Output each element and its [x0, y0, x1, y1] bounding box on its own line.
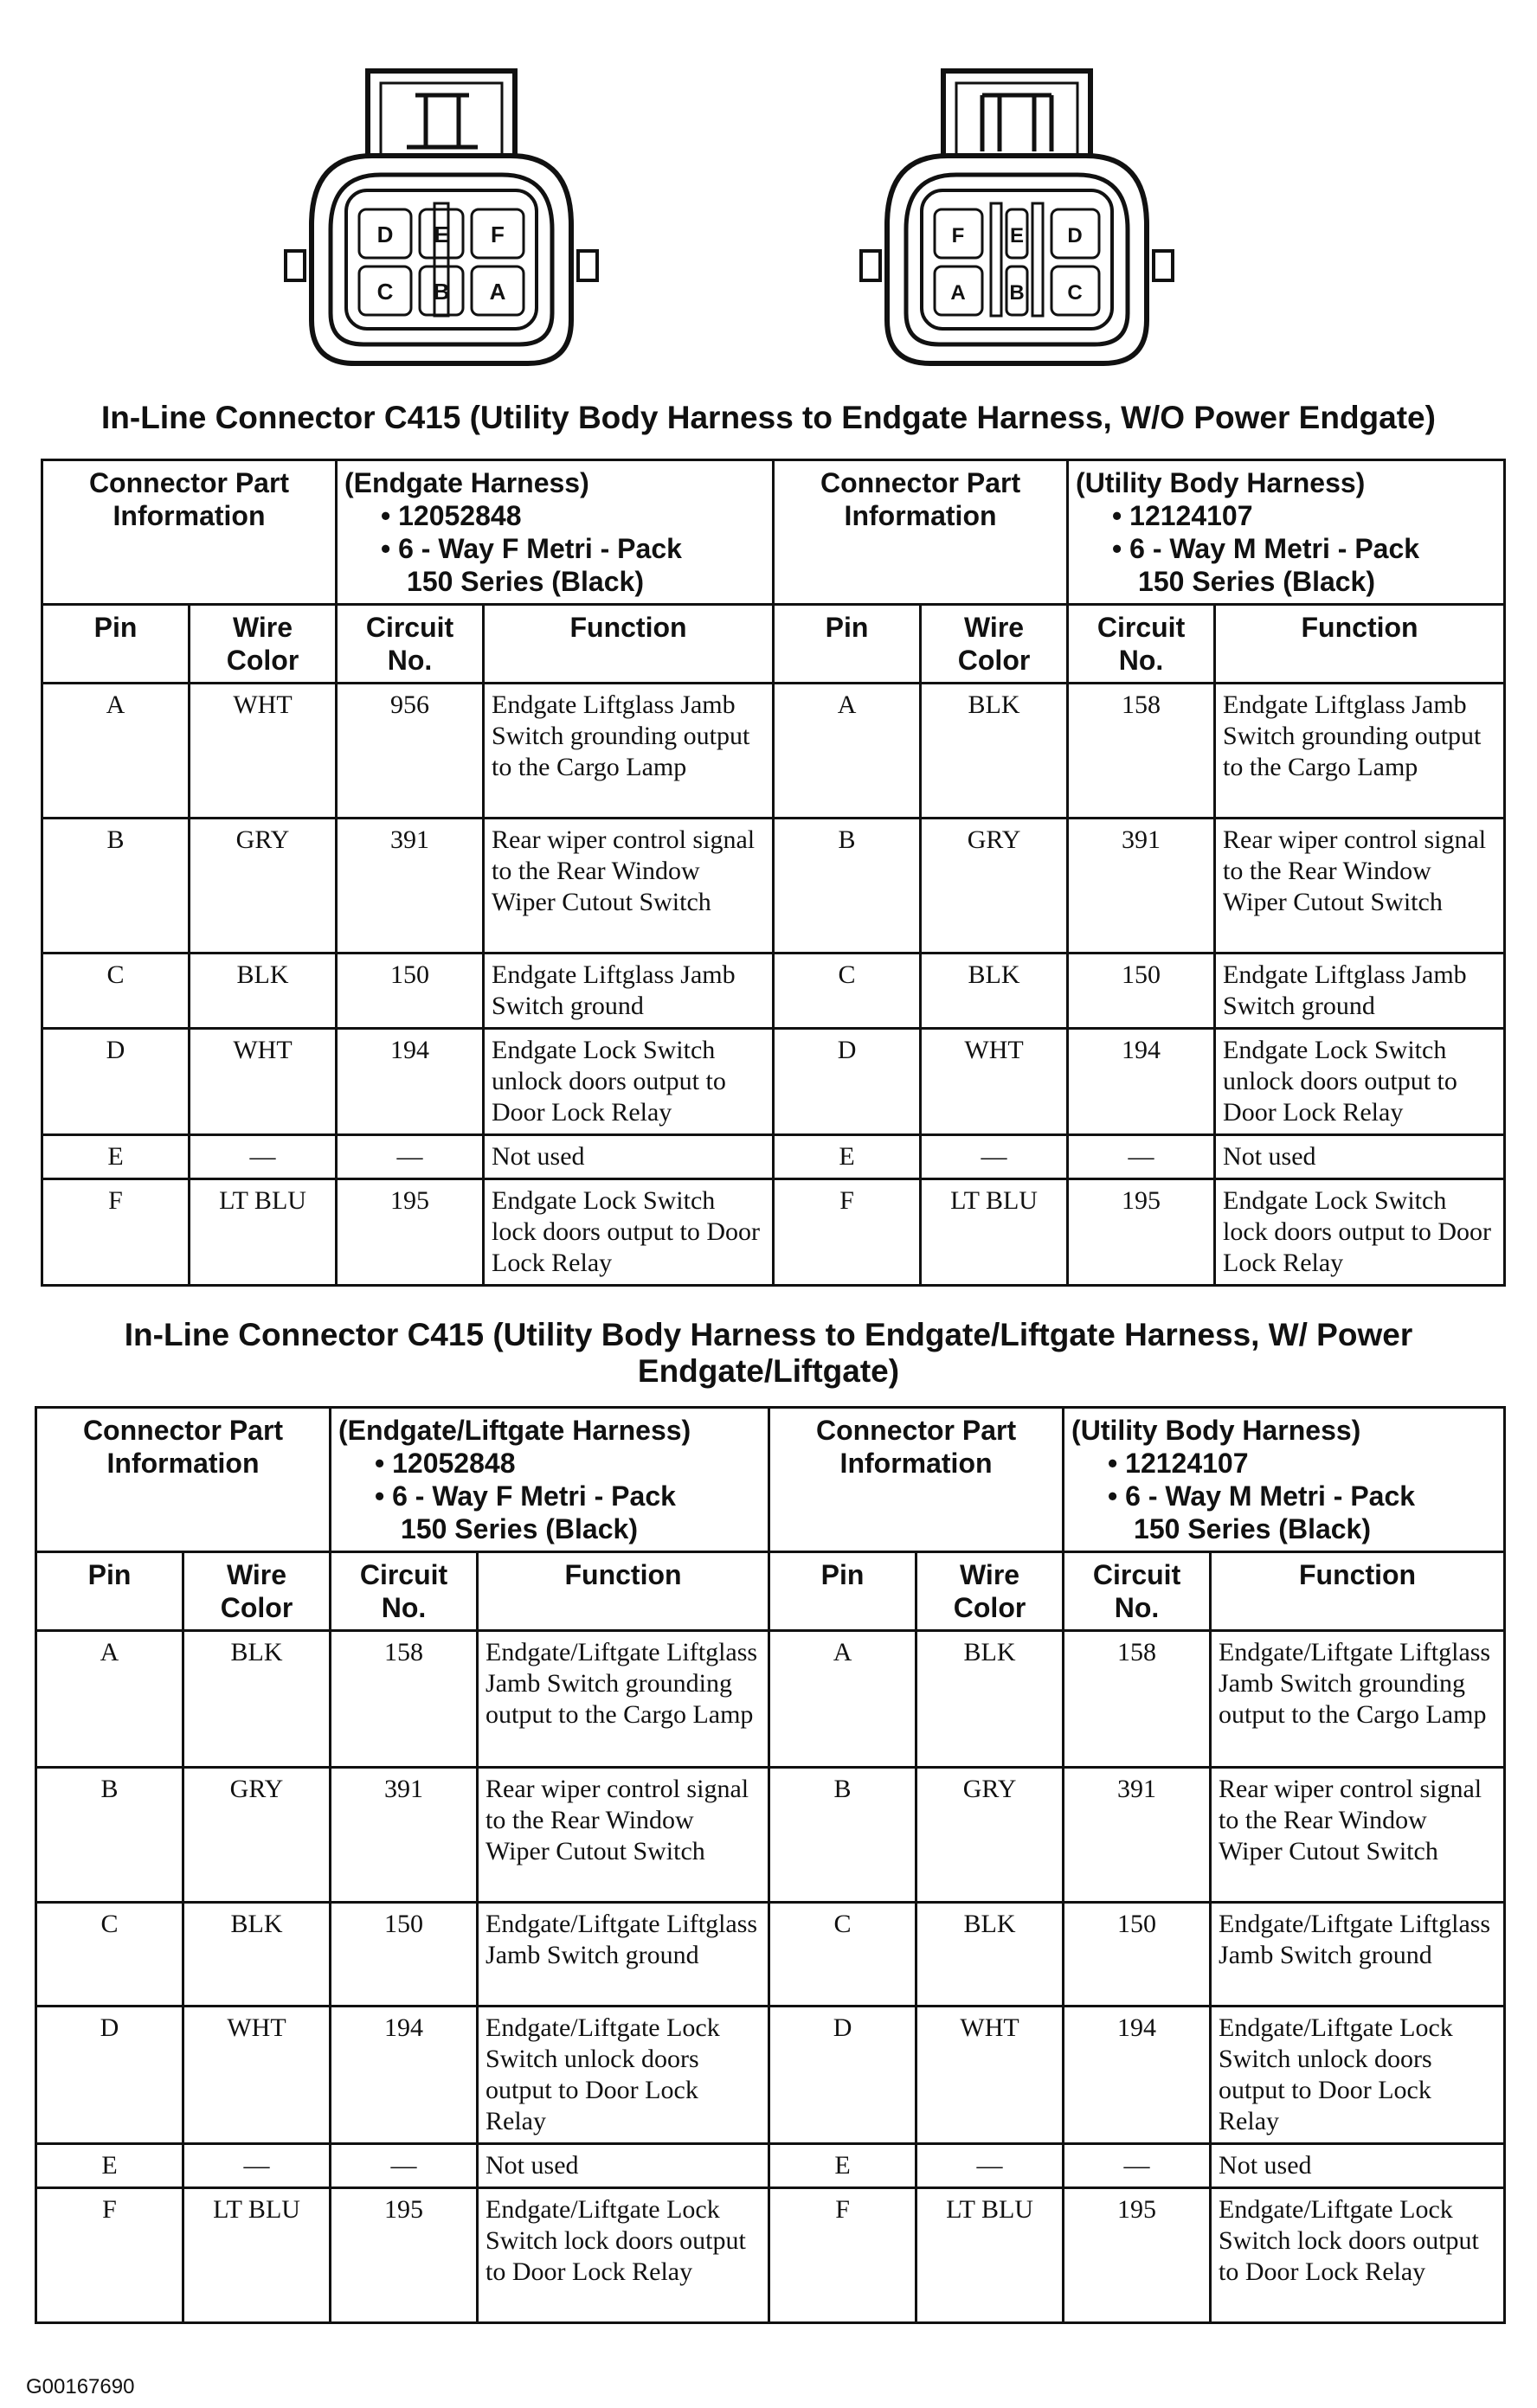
wire-color-cell: WHT — [183, 2007, 331, 2144]
pin-cell: F — [42, 1179, 190, 1286]
col-circuit: Circuit No. — [337, 605, 484, 684]
part-type: • 6 - Way M Metri - Pack — [1108, 1480, 1416, 1512]
function-cell: Endgate/Liftgate Lock Switch lock doors output to Door Lock Relay — [1211, 2188, 1505, 2323]
col-wire-color: Wire Color — [183, 1552, 331, 1631]
table-row — [42, 1179, 1505, 1286]
pin-cell: F — [774, 1179, 921, 1286]
cavity-label: C — [376, 279, 394, 305]
pin-cell: E — [42, 1135, 190, 1179]
info-label: Connector Part Information — [769, 1408, 1064, 1552]
pin-cell: C — [774, 954, 921, 1029]
circuit-cell: 195 — [331, 2188, 478, 2323]
circuit-cell: — — [1068, 1135, 1215, 1179]
pin-cell: B — [774, 819, 921, 954]
col-circuit: Circuit No. — [1064, 1552, 1211, 1631]
pin-cell: E — [774, 1135, 921, 1179]
table-row — [36, 1903, 1505, 2007]
pin-cell: C — [42, 954, 190, 1029]
wire-color-cell: GRY — [921, 819, 1068, 954]
col-wire-color: Wire Color — [190, 605, 337, 684]
function-cell: Endgate/Liftgate Liftglass Jamb Switch ground — [478, 1903, 769, 2007]
wire-color-cell: GRY — [916, 1768, 1064, 1903]
part-number: • 12052848 — [381, 500, 522, 531]
part-type: • 6 - Way F Metri - Pack — [375, 1480, 676, 1512]
wire-color-cell: WHT — [190, 684, 337, 819]
pin-cell: F — [769, 2188, 916, 2323]
wire-color-cell: BLK — [921, 684, 1068, 819]
harness-name: (Utility Body Harness) — [1071, 1415, 1361, 1446]
wire-color-cell: WHT — [190, 1029, 337, 1135]
circuit-cell: 195 — [337, 1179, 484, 1286]
table-title: In-Line Connector C415 (Utility Body Harness to Endgate Harness, W/O Power Endgate) — [101, 400, 1436, 435]
wire-color-cell: WHT — [921, 1029, 1068, 1135]
circuit-cell: 391 — [331, 1768, 478, 1903]
pin-cell: A — [36, 1631, 183, 1768]
part-series: 150 Series (Black) — [407, 566, 644, 597]
cavity-label: D — [1067, 224, 1083, 247]
table-row — [42, 819, 1505, 954]
part-type: • 6 - Way F Metri - Pack — [381, 533, 682, 564]
left-part-info — [337, 460, 774, 605]
circuit-cell: 391 — [337, 819, 484, 954]
wire-color-cell: BLK — [916, 1631, 1064, 1768]
connector-face-icon — [852, 61, 1181, 372]
col-circuit: Circuit No. — [1068, 605, 1215, 684]
wire-color-cell: LT BLU — [916, 2188, 1064, 2323]
pin-cell: E — [36, 2144, 183, 2188]
circuit-cell: — — [331, 2144, 478, 2188]
circuit-cell: 194 — [1068, 1029, 1215, 1135]
pin-cell: D — [769, 2007, 916, 2144]
figure-id: G00167690 — [26, 2375, 135, 2398]
right-part-info — [1068, 460, 1505, 605]
wire-color-cell: BLK — [916, 1903, 1064, 2007]
pin-cell: D — [42, 1029, 190, 1135]
part-type: • 6 - Way M Metri - Pack — [1112, 533, 1420, 564]
cavity-label: E — [1009, 224, 1025, 247]
pin-cell: B — [36, 1768, 183, 1903]
cavity-label: A — [950, 281, 966, 305]
circuit-cell: 195 — [1064, 2188, 1211, 2323]
pin-cell: C — [36, 1903, 183, 2007]
pin-cell: A — [769, 1631, 916, 1768]
col-wire-color: Wire Color — [921, 605, 1068, 684]
col-function: Function — [1211, 1552, 1505, 1631]
function-cell: Endgate Liftglass Jamb Switch grounding output to the Cargo Lamp — [484, 684, 774, 819]
wire-color-cell: BLK — [921, 954, 1068, 1029]
part-series: 150 Series (Black) — [401, 1513, 638, 1544]
connector-table — [35, 1406, 1506, 2324]
wire-color-cell: BLK — [190, 954, 337, 1029]
cavity-label: B — [1009, 281, 1025, 305]
cavity-label: B — [433, 279, 450, 305]
pin-cell: A — [774, 684, 921, 819]
part-number: • 12052848 — [375, 1448, 516, 1479]
wire-color-cell: BLK — [183, 1631, 331, 1768]
pin-cell: E — [769, 2144, 916, 2188]
col-pin: Pin — [769, 1552, 916, 1631]
circuit-cell: 194 — [1064, 2007, 1211, 2144]
cavity-label: F — [491, 222, 505, 247]
cavity-label: D — [376, 222, 394, 247]
wire-color-cell: — — [183, 2144, 331, 2188]
table-title: In-Line Connector C415 (Utility Body Harness to Endgate/Liftgate Harness, W/ Power Endgate/Liftgate) — [124, 1317, 1413, 1389]
pin-cell: F — [36, 2188, 183, 2323]
col-function: Function — [1215, 605, 1505, 684]
table-row — [36, 2007, 1505, 2144]
connector-diagrams — [0, 0, 1537, 389]
circuit-cell: 150 — [1068, 954, 1215, 1029]
circuit-cell: — — [1064, 2144, 1211, 2188]
function-cell: Endgate Lock Switch lock doors output to Door Lock Relay — [1215, 1179, 1505, 1286]
function-cell: Endgate/Liftgate Liftglass Jamb Switch grounding output to the Cargo Lamp — [1211, 1631, 1505, 1768]
table-row — [36, 1768, 1505, 1903]
function-cell: Endgate Liftglass Jamb Switch ground — [484, 954, 774, 1029]
wire-color-cell: WHT — [916, 2007, 1064, 2144]
female-connector-diagram — [277, 61, 606, 372]
circuit-cell: 391 — [1068, 819, 1215, 954]
col-pin: Pin — [774, 605, 921, 684]
left-part-info — [331, 1408, 769, 1552]
circuit-cell: 956 — [337, 684, 484, 819]
male-connector-diagram — [852, 61, 1181, 372]
circuit-cell: 391 — [1064, 1768, 1211, 1903]
table-row — [36, 2188, 1505, 2323]
pin-cell: D — [774, 1029, 921, 1135]
info-label: Connector Part Information — [36, 1408, 331, 1552]
col-function: Function — [478, 1552, 769, 1631]
circuit-cell: 150 — [1064, 1903, 1211, 2007]
col-function: Function — [484, 605, 774, 684]
column-header-row — [42, 605, 1505, 684]
info-label: Connector Part Information — [42, 460, 337, 605]
col-wire-color: Wire Color — [916, 1552, 1064, 1631]
table-row — [36, 2144, 1505, 2188]
function-cell: Endgate/Liftgate Lock Switch unlock doors output to Door Lock Relay — [1211, 2007, 1505, 2144]
harness-name: (Endgate/Liftgate Harness) — [338, 1415, 691, 1446]
circuit-cell: 194 — [337, 1029, 484, 1135]
info-label: Connector Part Information — [774, 460, 1068, 605]
wire-color-cell: GRY — [190, 819, 337, 954]
column-header-row — [36, 1552, 1505, 1631]
pin-cell: C — [769, 1903, 916, 2007]
circuit-cell: 158 — [1064, 1631, 1211, 1768]
circuit-cell: — — [337, 1135, 484, 1179]
pin-cell: B — [769, 1768, 916, 1903]
col-pin: Pin — [42, 605, 190, 684]
circuit-cell: 194 — [331, 2007, 478, 2144]
col-pin: Pin — [36, 1552, 183, 1631]
circuit-cell: 158 — [331, 1631, 478, 1768]
function-cell: Endgate/Liftgate Lock Switch unlock doors output to Door Lock Relay — [478, 2007, 769, 2144]
circuit-cell: 150 — [331, 1903, 478, 2007]
function-cell: Endgate/Liftgate Liftglass Jamb Switch ground — [1211, 1903, 1505, 2007]
cavity-label: E — [434, 222, 449, 247]
function-cell: Not used — [1211, 2144, 1505, 2188]
harness-name: (Endgate Harness) — [344, 467, 589, 498]
wire-color-cell: LT BLU — [190, 1179, 337, 1286]
pin-cell: A — [42, 684, 190, 819]
connector-face-icon — [277, 61, 606, 372]
col-circuit: Circuit No. — [331, 1552, 478, 1631]
function-cell: Endgate Liftglass Jamb Switch grounding output to the Cargo Lamp — [1215, 684, 1505, 819]
pin-cell: B — [42, 819, 190, 954]
function-cell: Not used — [484, 1135, 774, 1179]
cavity-label: A — [489, 279, 506, 305]
cavity-label: F — [951, 224, 965, 247]
function-cell: Endgate/Liftgate Liftglass Jamb Switch grounding output to the Cargo Lamp — [478, 1631, 769, 1768]
function-cell: Not used — [1215, 1135, 1505, 1179]
part-series: 150 Series (Black) — [1134, 1513, 1371, 1544]
wire-color-cell: — — [916, 2144, 1064, 2188]
right-part-info — [1064, 1408, 1505, 1552]
wire-color-cell: — — [190, 1135, 337, 1179]
function-cell: Rear wiper control signal to the Rear Window Wiper Cutout Switch — [1211, 1768, 1505, 1903]
wire-color-cell: — — [921, 1135, 1068, 1179]
table-row — [42, 954, 1505, 1029]
wire-color-cell: LT BLU — [183, 2188, 331, 2323]
cavity-label: C — [1067, 281, 1083, 305]
circuit-cell: 195 — [1068, 1179, 1215, 1286]
part-number: • 12124107 — [1108, 1448, 1249, 1479]
circuit-cell: 150 — [337, 954, 484, 1029]
table-row — [36, 1631, 1505, 1768]
wire-color-cell: GRY — [183, 1768, 331, 1903]
connector-table — [41, 459, 1506, 1287]
function-cell: Endgate/Liftgate Lock Switch lock doors output to Door Lock Relay — [478, 2188, 769, 2323]
circuit-cell: 158 — [1068, 684, 1215, 819]
function-cell: Rear wiper control signal to the Rear Window Wiper Cutout Switch — [478, 1768, 769, 1903]
function-cell: Endgate Lock Switch unlock doors output to Door Lock Relay — [484, 1029, 774, 1135]
table-row — [42, 1029, 1505, 1135]
function-cell: Endgate Lock Switch unlock doors output to Door Lock Relay — [1215, 1029, 1505, 1135]
function-cell: Endgate Lock Switch lock doors output to Door Lock Relay — [484, 1179, 774, 1286]
harness-name: (Utility Body Harness) — [1076, 467, 1366, 498]
table-row — [42, 684, 1505, 819]
wire-color-cell: LT BLU — [921, 1179, 1068, 1286]
pin-cell: D — [36, 2007, 183, 2144]
function-cell: Rear wiper control signal to the Rear Window Wiper Cutout Switch — [1215, 819, 1505, 954]
function-cell: Rear wiper control signal to the Rear Window Wiper Cutout Switch — [484, 819, 774, 954]
part-number: • 12124107 — [1112, 500, 1253, 531]
function-cell: Endgate Liftglass Jamb Switch ground — [1215, 954, 1505, 1029]
table-row — [42, 1135, 1505, 1179]
function-cell: Not used — [478, 2144, 769, 2188]
wire-color-cell: BLK — [183, 1903, 331, 2007]
part-series: 150 Series (Black) — [1138, 566, 1375, 597]
